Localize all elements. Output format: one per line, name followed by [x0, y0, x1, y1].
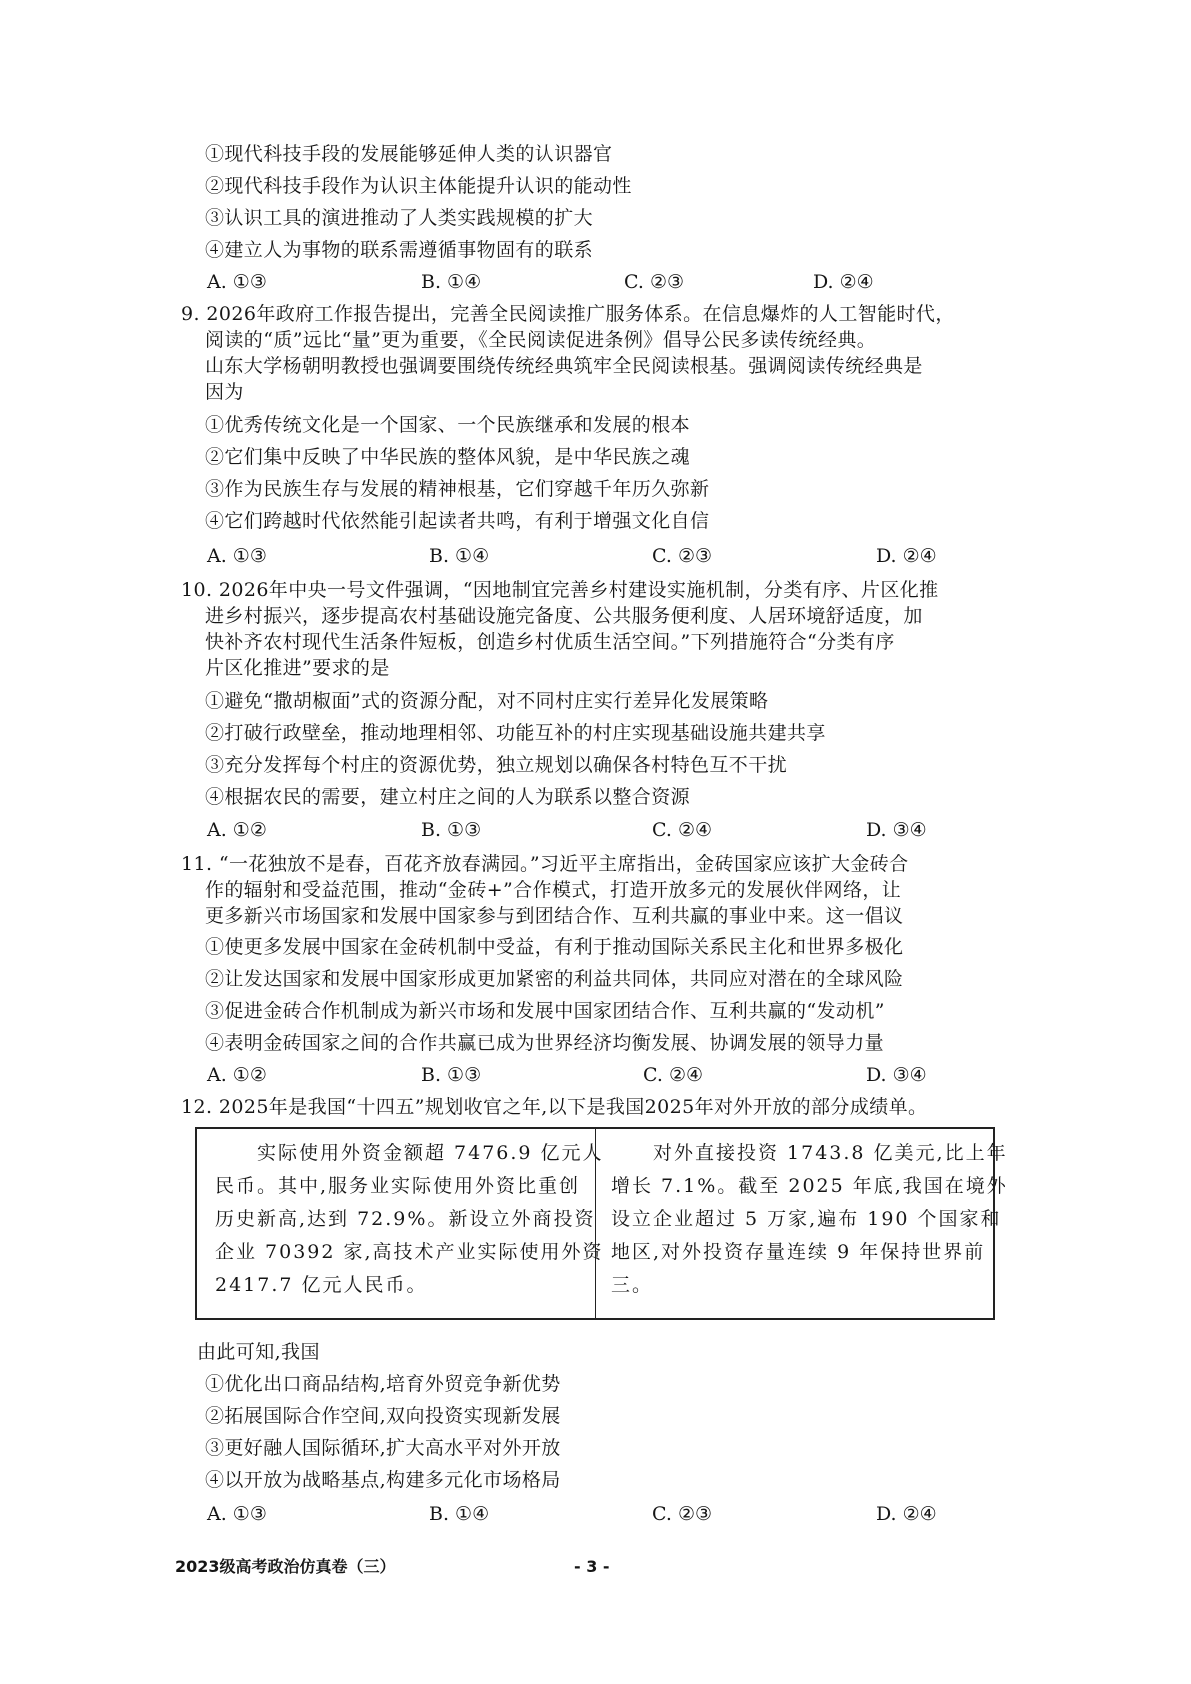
q9-stem-line-1: 9. 2026年政府工作报告提出，完善全民阅读推广服务体系。在信息爆炸的人工智能时代，	[181, 303, 955, 325]
q11-choice-c: C. ②④	[643, 1064, 704, 1086]
table-right-line-5: 三。	[611, 1274, 654, 1296]
q9-choice-c: C. ②③	[652, 545, 713, 567]
q9-option-4: ④它们跨越时代依然能引起读者共鸣，有利于增强文化自信	[205, 510, 710, 532]
q8-option-3: ③认识工具的演进推动了人类实践规模的扩大	[205, 207, 594, 229]
q12-option-4: ④以开放为战略基点,构建多元化市场格局	[205, 1469, 561, 1491]
q10-choice-a: A. ①②	[207, 819, 267, 841]
q10-choice-c: C. ②④	[652, 819, 713, 841]
q11-option-2: ②让发达国家和发展中国家形成更加紧密的利益共同体，共同应对潜在的全球风险	[205, 968, 904, 990]
q11-choice-a: A. ①②	[207, 1064, 267, 1086]
q12-stem: 12. 2025年是我国“十四五”规划收官之年,以下是我国2025年对外开放的部分成绩单。	[181, 1096, 928, 1118]
table-cell-right	[611, 1137, 1008, 1302]
q12-achievement-table	[195, 1127, 1008, 1320]
q12-option-2: ②拓展国际合作空间,双向投资实现新发展	[205, 1405, 561, 1427]
q8-choice-c: C. ②③	[624, 271, 685, 293]
q9-stem-line-4: 因为	[205, 381, 244, 403]
q9-choice-d: D. ②④	[876, 545, 937, 567]
q10-choice-b: B. ①③	[421, 819, 482, 841]
table-right-line-2: 增长 7.1%。截至 2025 年底,我国在境外	[611, 1175, 1008, 1197]
q12-choice-a: A. ①③	[207, 1503, 267, 1525]
q12-choice-d: D. ②④	[876, 1503, 937, 1525]
table-left-line-4: 企业 70392 家,高技术产业实际使用外资	[215, 1241, 604, 1263]
q11-stem-line-1: 11. “一花独放不是春，百花齐放春满园。”习近平主席指出，金砖国家应该扩大金砖合	[181, 853, 909, 875]
table-left-line-3: 历史新高,达到 72.9%。新设立外商投资	[215, 1208, 596, 1230]
q11-choice-b: B. ①③	[421, 1064, 482, 1086]
q10-option-3: ③充分发挥每个村庄的资源优势，独立规划以确保各村特色互不干扰	[205, 754, 788, 776]
q11-option-1: ①使更多发展中国家在金砖机制中受益，有利于推动国际关系民主化和世界多极化	[205, 936, 904, 958]
q12-choice-b: B. ①④	[429, 1503, 490, 1525]
q8-option-1: ①现代科技手段的发展能够延伸人类的认识器官	[205, 143, 613, 165]
q10-stem-line-3: 快补齐农村现代生活条件短板，创造乡村优质生活空间。”下列措施符合“分类有序	[205, 631, 895, 653]
table-left-line-2: 民币。其中,服务业实际使用外资比重创	[215, 1175, 581, 1197]
q12-lead: 由此可知,我国	[197, 1341, 320, 1363]
table-right-line-4: 地区,对外投资存量连续 9 年保持世界前	[611, 1241, 986, 1263]
q8-choice-b: B. ①④	[421, 271, 482, 293]
q10-stem-line-1: 10. 2026年中央一号文件强调，“因地制宜完善乡村建设实施机制，分类有序、片区化推	[181, 579, 939, 601]
q10-option-4: ④根据农民的需要，建立村庄之间的人为联系以整合资源	[205, 786, 691, 808]
q12-option-3: ③更好融人国际循环,扩大高水平对外开放	[205, 1437, 561, 1459]
q10-option-2: ②打破行政壁垒，推动地理相邻、功能互补的村庄实现基础设施共建共享	[205, 722, 826, 744]
q10-stem-line-4: 片区化推进”要求的是	[205, 657, 390, 679]
footer-exam-title: 2023级高考政治仿真卷（三）	[175, 1557, 396, 1576]
q8-choice-a: A. ①③	[207, 271, 267, 293]
table-left-line-1: 实际使用外资金额超 7476.9 亿元人	[215, 1142, 604, 1164]
q11-stem-line-3: 更多新兴市场国家和发展中国家参与到团结合作、互利共赢的事业中来。这一倡议	[205, 905, 904, 927]
q10-choice-d: D. ③④	[866, 819, 927, 841]
q8-choice-d: D. ②④	[813, 271, 874, 293]
q9-option-2: ②它们集中反映了中华民族的整体风貌，是中华民族之魂	[205, 446, 691, 468]
q10-option-1: ①避免“撒胡椒面”式的资源分配，对不同村庄实行差异化发展策略	[205, 690, 769, 712]
q12-choice-c: C. ②③	[652, 1503, 713, 1525]
q9-stem-line-3: 山东大学杨朝明教授也强调要围绕传统经典筑牢全民阅读根基。强调阅读传统经典是	[205, 355, 923, 377]
table-left-line-5: 2417.7 亿元人民币。	[215, 1274, 428, 1296]
q9-option-3: ③作为民族生存与发展的精神根基，它们穿越千年历久弥新	[205, 478, 710, 500]
q9-stem-line-2: 阅读的“质”远比“量”更为重要，《全民阅读促进条例》倡导公民多读传统经典。	[205, 329, 877, 351]
table-right-line-1: 对外直接投资 1743.8 亿美元,比上年	[611, 1142, 1008, 1164]
q8-option-4: ④建立人为事物的联系需遵循事物固有的联系	[205, 239, 594, 261]
table-cell-left	[215, 1137, 604, 1302]
q9-choice-b: B. ①④	[429, 545, 490, 567]
q11-option-3: ③促进金砖合作机制成为新兴市场和发展中国家团结合作、互利共赢的“发动机”	[205, 1000, 885, 1022]
q11-stem-line-2: 作的辐射和受益范围，推动“金砖+”合作模式，打造开放多元的发展伙伴网络，让	[205, 879, 902, 901]
q11-choice-d: D. ③④	[866, 1064, 927, 1086]
q9-choice-a: A. ①③	[207, 545, 267, 567]
footer-page-number: - 3 -	[574, 1557, 610, 1576]
q10-stem-line-2: 进乡村振兴，逐步提高农村基础设施完备度、公共服务便利度、人居环境舒适度，加	[205, 605, 923, 627]
q12-option-1: ①优化出口商品结构,培育外贸竞争新优势	[205, 1373, 561, 1395]
q11-option-4: ④表明金砖国家之间的合作共赢已成为世界经济均衡发展、协调发展的领导力量	[205, 1032, 885, 1054]
table-right-line-3: 设立企业超过 5 万家,遍布 190 个国家和	[611, 1208, 1002, 1230]
q9-option-1: ①优秀传统文化是一个国家、一个民族继承和发展的根本	[205, 414, 691, 436]
q8-option-2: ②现代科技手段作为认识主体能提升认识的能动性	[205, 175, 632, 197]
